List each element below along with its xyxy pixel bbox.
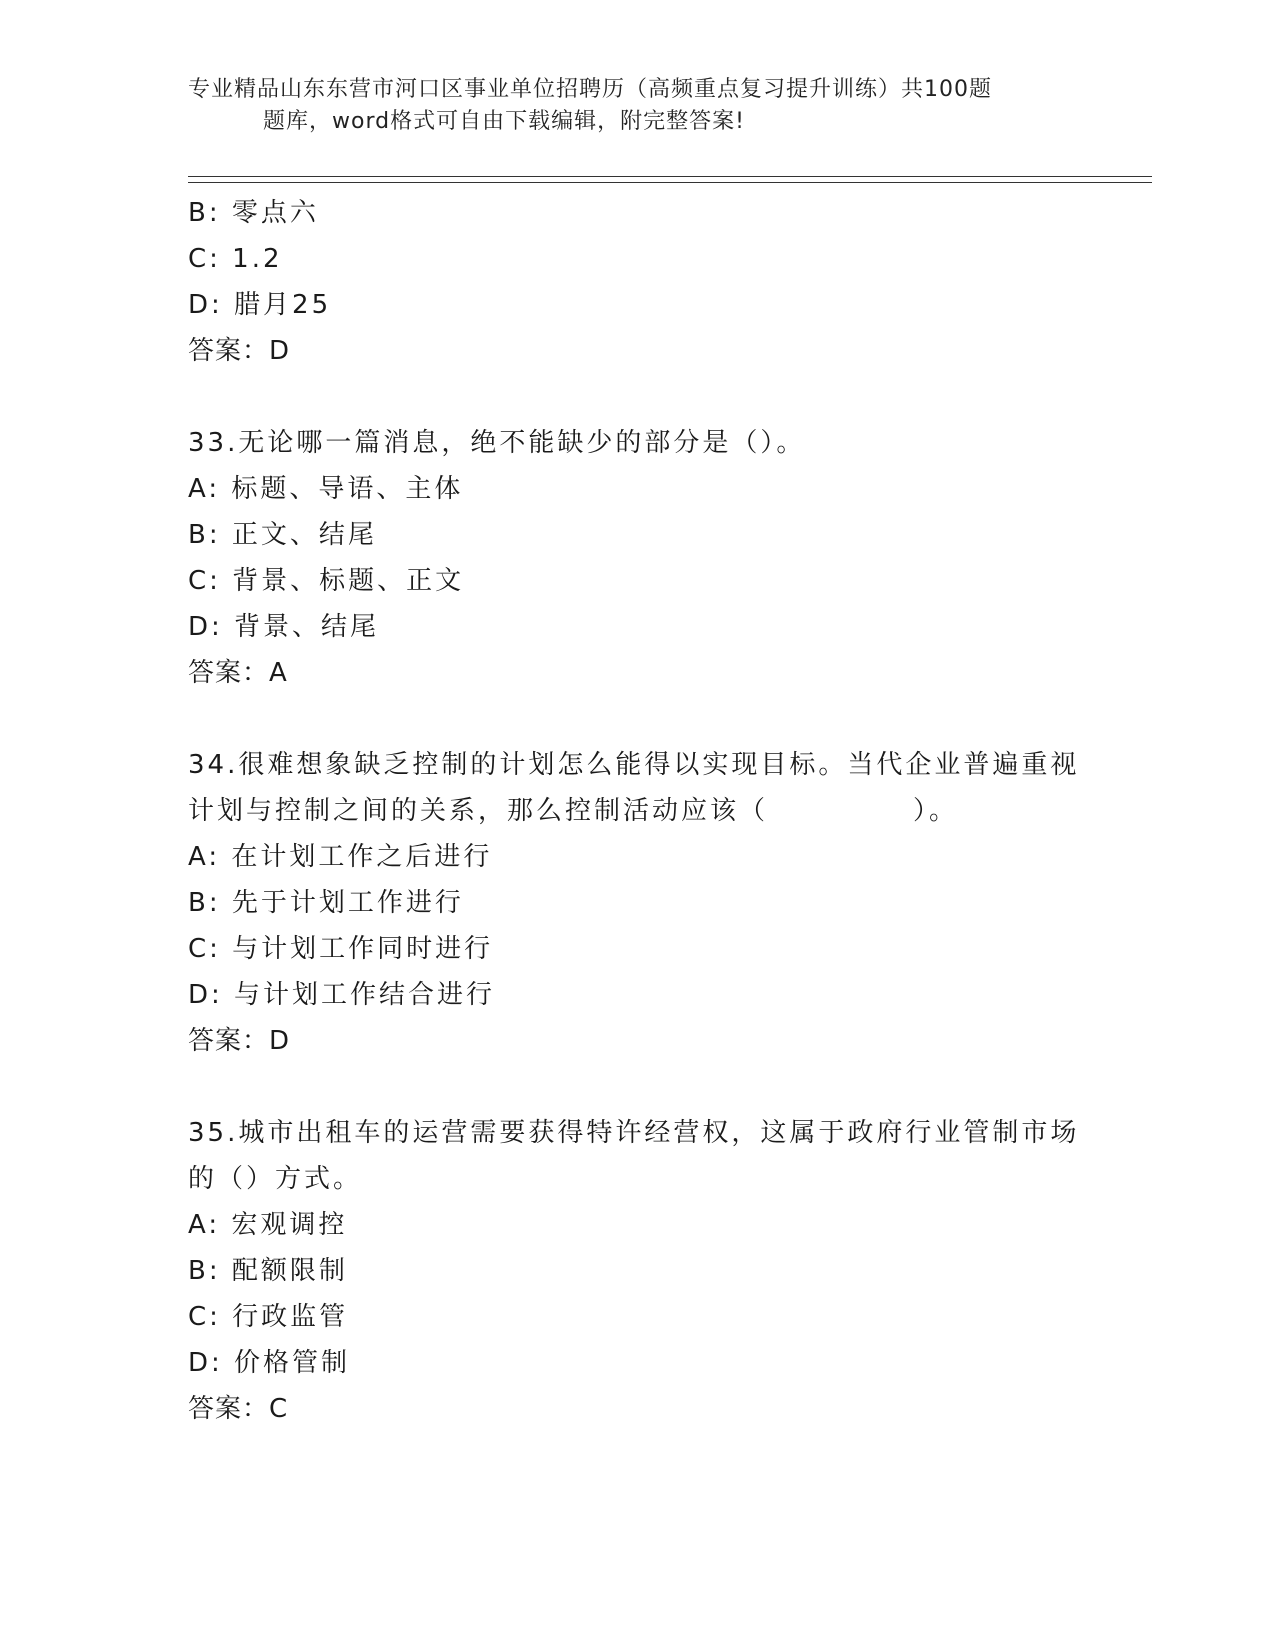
spacer	[188, 1064, 1088, 1110]
answer: 答案：D	[188, 336, 291, 366]
option-a: A: 标题、导语、主体	[188, 474, 464, 504]
header-rule-bottom	[188, 182, 1152, 183]
question-text: 33.无论哪一篇消息，绝不能缺少的部分是（）。	[188, 428, 806, 458]
answer: 答案：A	[188, 658, 288, 688]
option-a: A: 在计划工作之后进行	[188, 842, 493, 872]
option-a: A: 宏观调控	[188, 1210, 348, 1240]
header-title-line-1: 专业精品山东东营市河口区事业单位招聘历（高频重点复习提升训练）共100题	[188, 77, 992, 102]
document-header	[188, 74, 1068, 138]
option-c: C: 行政监管	[188, 1302, 349, 1332]
previous-question-tail	[188, 190, 1088, 374]
option-c: C: 1.2	[188, 244, 283, 274]
option-b: B: 正文、结尾	[188, 520, 377, 550]
spacer	[188, 374, 1088, 420]
option-b: B: 先于计划工作进行	[188, 888, 464, 918]
option-d: D: 腊月25	[188, 290, 332, 320]
header-title-line-2: 题库，word格式可自由下载编辑，附完整答案!	[263, 109, 745, 134]
question-34	[188, 742, 1088, 1064]
question-text-line-2: 计划与控制之间的关系，那么控制活动应该（ ）。	[188, 796, 959, 826]
question-text-line-1: 35.城市出租车的运营需要获得特许经营权，这属于政府行业管制市场	[188, 1118, 1080, 1148]
document-body	[188, 190, 1088, 1432]
question-33	[188, 420, 1088, 696]
option-c: C: 背景、标题、正文	[188, 566, 465, 596]
question-text-line-2: 的（）方式。	[188, 1164, 363, 1194]
spacer	[188, 696, 1088, 742]
option-d: D: 价格管制	[188, 1348, 351, 1378]
option-b: B: 配额限制	[188, 1256, 348, 1286]
question-text-line-1: 34.很难想象缺乏控制的计划怎么能得以实现目标。当代企业普遍重视	[188, 750, 1080, 780]
option-b: B: 零点六	[188, 198, 319, 228]
option-c: C: 与计划工作同时进行	[188, 934, 494, 964]
question-35	[188, 1110, 1088, 1432]
answer: 答案：D	[188, 1026, 291, 1056]
option-d: D: 背景、结尾	[188, 612, 380, 642]
header-rule-top	[188, 176, 1152, 177]
answer: 答案：C	[188, 1394, 289, 1424]
option-d: D: 与计划工作结合进行	[188, 980, 496, 1010]
